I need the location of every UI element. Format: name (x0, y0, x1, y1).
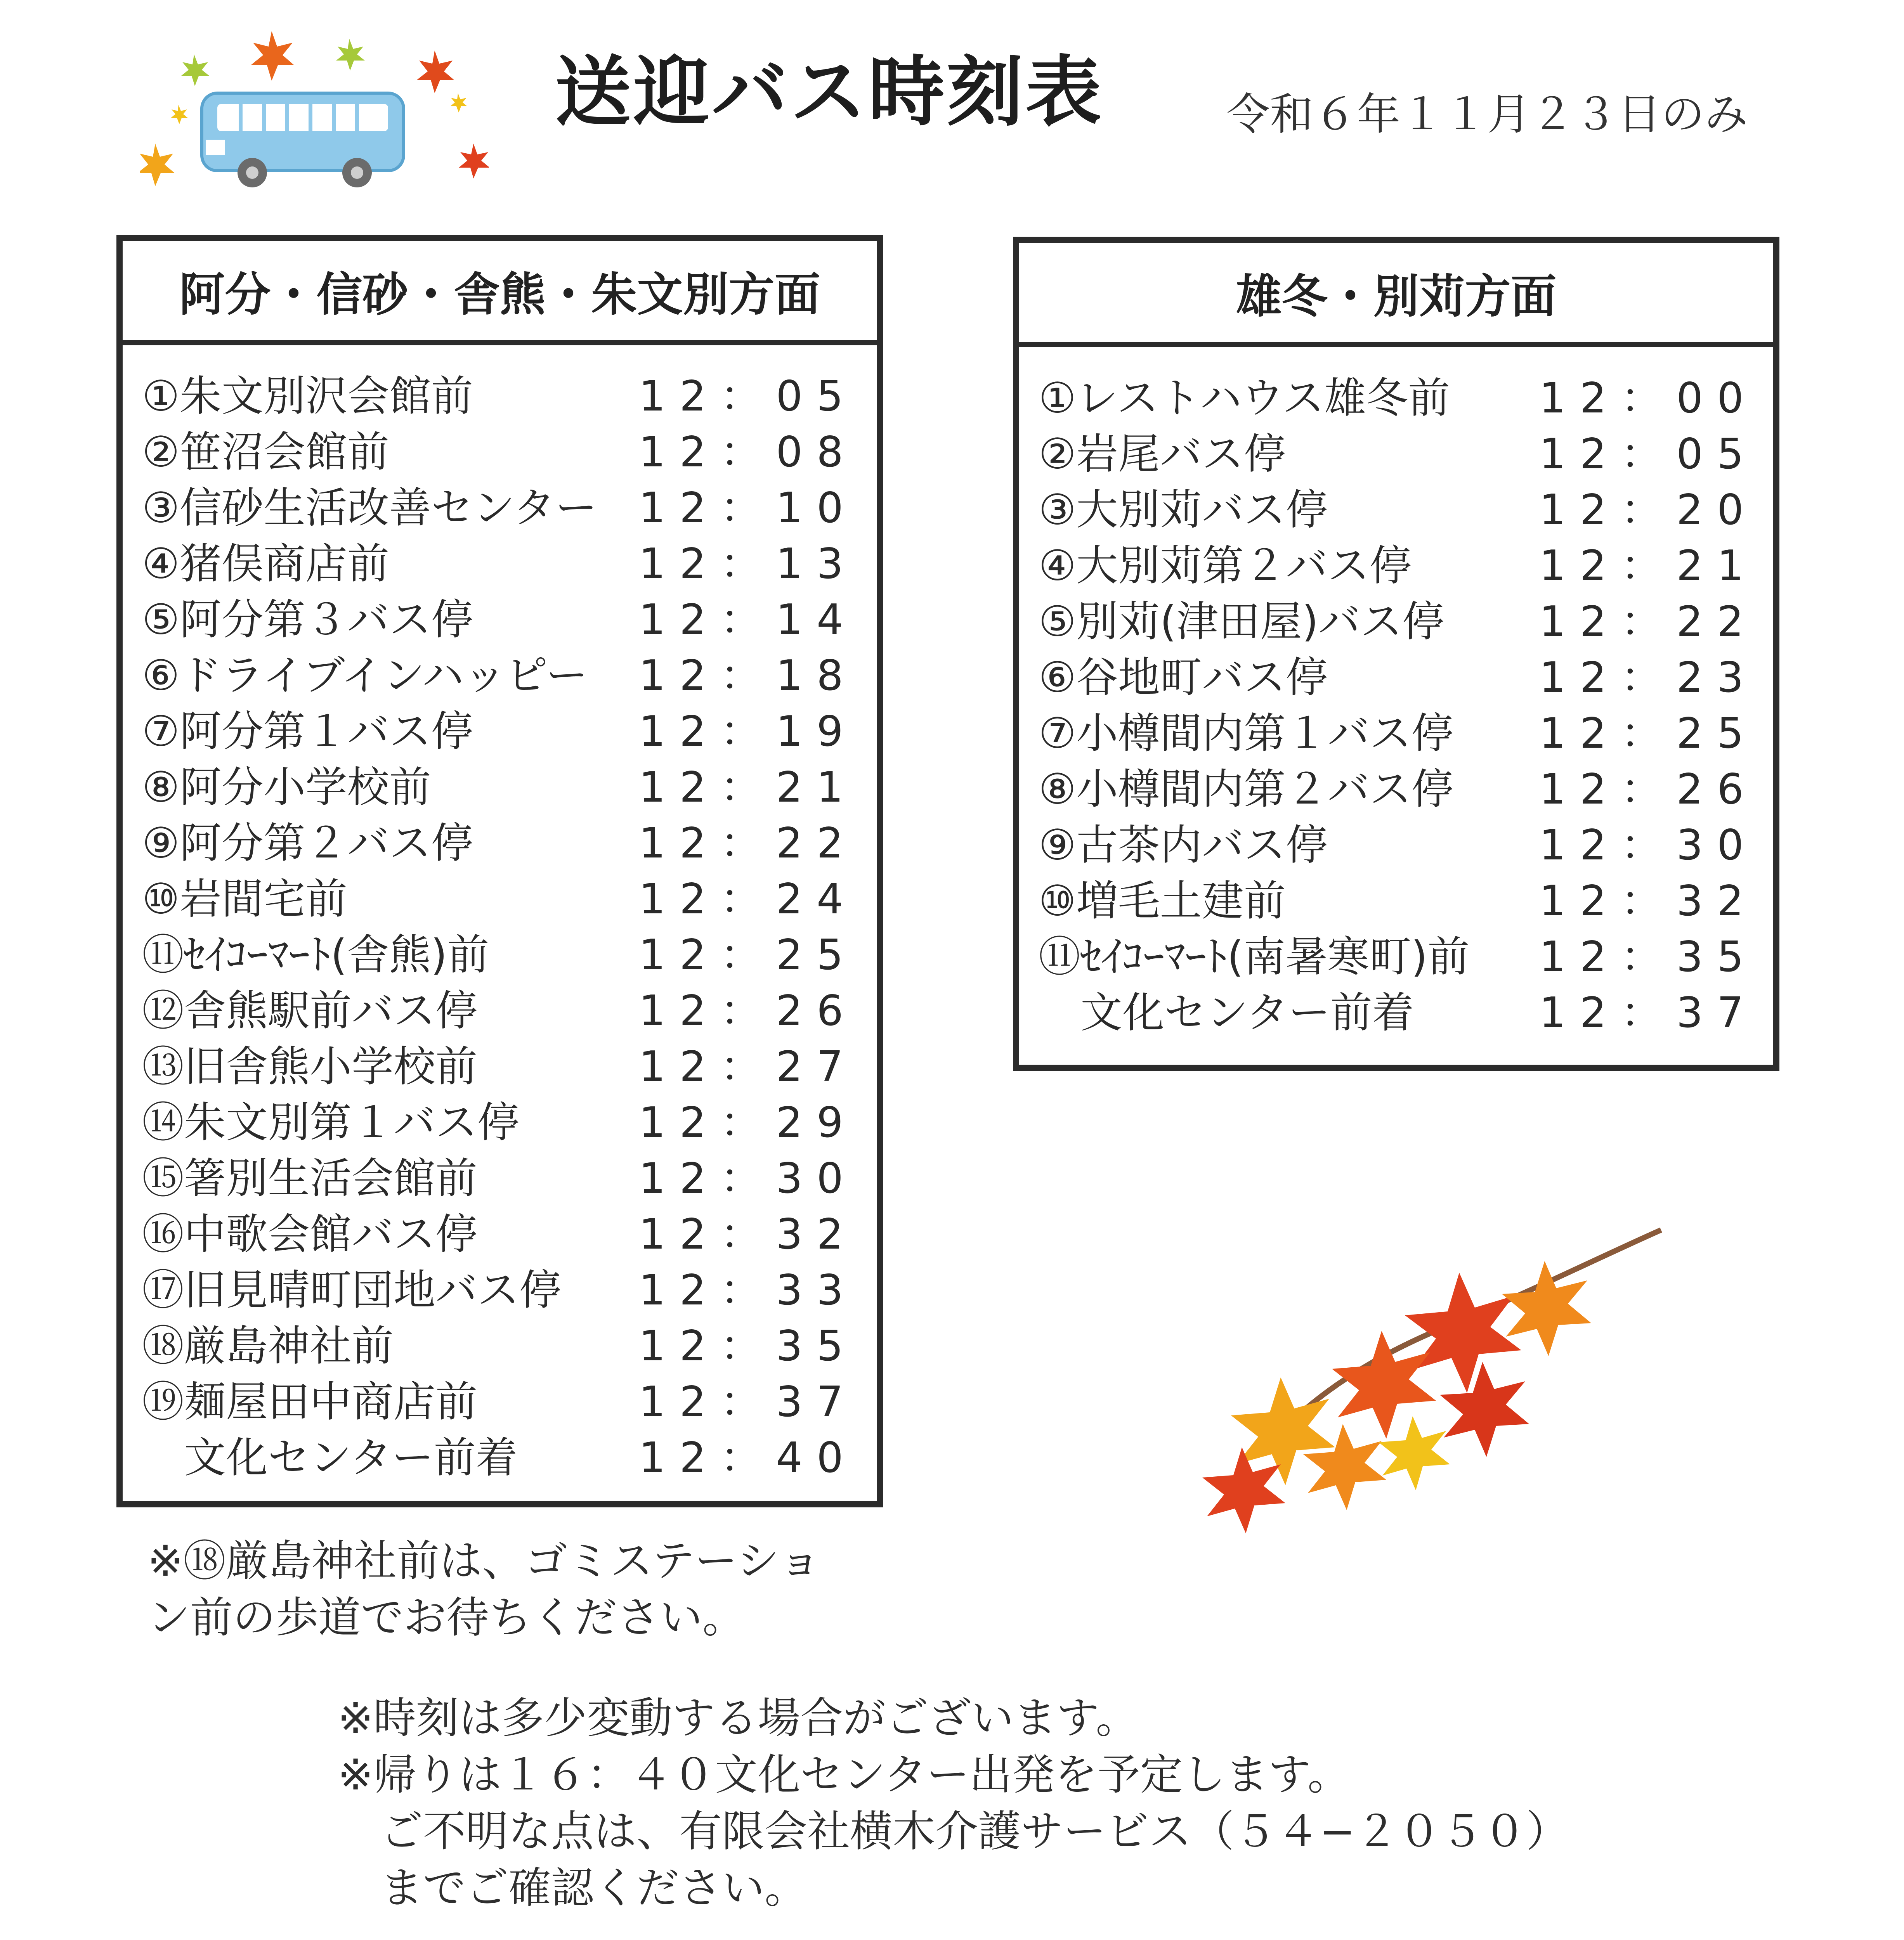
stop-name: ②笹沼会館前 (142, 428, 389, 476)
stop-name: ⑪ｾｲｺｰﾏｰﾄ(南暑寒町)前 (1039, 933, 1470, 981)
stop-row (1019, 694, 1773, 758)
stop-row (123, 1195, 877, 1259)
stop-row (123, 357, 877, 421)
stop-time: 12：14 (639, 596, 857, 644)
stop-list (123, 345, 877, 1482)
page-title: 送迎バス時刻表 (555, 48, 1104, 137)
stop-name: ⑫舎熊駅前バス停 (142, 987, 478, 1035)
stop-row (123, 636, 877, 700)
stop-name: ⑦小樽間内第１バス停 (1039, 709, 1453, 758)
route-table-afun (116, 235, 883, 1507)
stop-row (123, 1363, 877, 1426)
note-line: ※⑱厳島神社前は、ゴミステーショ (147, 1536, 821, 1586)
stop-time: 12：30 (639, 1154, 857, 1203)
stop-row (1019, 750, 1773, 814)
stop-row (1019, 862, 1773, 925)
stop-name: ⑧阿分小学校前 (142, 763, 431, 812)
stop-time: 12：33 (639, 1266, 857, 1315)
stop-row (123, 748, 877, 812)
stop-row (123, 1083, 877, 1147)
note-line: ※帰りは１６：４０文化センター出発を予定します。 (338, 1750, 1350, 1800)
stop-time: 12：35 (639, 1322, 857, 1370)
stop-name: ⑯中歌会館バス停 (142, 1210, 478, 1259)
stop-time: 12：18 (639, 651, 857, 700)
stop-row (123, 525, 877, 588)
stop-name: ④大別苅第２バス停 (1039, 542, 1412, 590)
stop-row (123, 804, 877, 868)
stop18-note (147, 1533, 821, 1646)
stop-row (1019, 973, 1773, 1037)
maple-leaf-icon (1202, 1261, 1591, 1533)
stop-row (123, 972, 877, 1035)
stop-row (1019, 806, 1773, 870)
stop-name: ⑮箸別生活会館前 (142, 1154, 478, 1203)
stop-row (123, 860, 877, 923)
stop-time: 12：25 (639, 931, 857, 979)
stop-time: 12：08 (639, 428, 857, 476)
stop-name: ⑩岩間宅前 (142, 875, 347, 923)
general-notes (338, 1690, 1569, 1916)
stop-time: 12：22 (639, 819, 857, 868)
stop-name: ⑬旧舎熊小学校前 (142, 1043, 478, 1091)
route-title: 阿分・信砂・舎熊・朱文別方面 (123, 241, 877, 345)
stop-row (123, 692, 877, 756)
stop-time: 12：21 (639, 763, 857, 812)
stop-name: ②岩尾バス停 (1039, 430, 1286, 478)
stop-row (123, 916, 877, 979)
stop-time: 12：37 (639, 1378, 857, 1426)
stop-row (1019, 471, 1773, 534)
stop-time: 12：26 (1539, 765, 1758, 814)
stop-time: 12：24 (639, 875, 857, 923)
stop-row (123, 1251, 877, 1315)
maple-leaf-icon (251, 31, 294, 81)
stop-time: 12：10 (639, 484, 857, 532)
stop-row (123, 1027, 877, 1091)
route-title: 雄冬・別苅方面 (1019, 243, 1773, 347)
stop-name: ⑥谷地町バス停 (1039, 653, 1328, 702)
stop-name: ⑧小樽間内第２バス停 (1039, 765, 1453, 814)
stop-name: ⑭朱文別第１バス停 (142, 1098, 520, 1147)
stop-name: 文化センター前着 (142, 1434, 518, 1482)
stop-time: 12：22 (1539, 598, 1758, 646)
stop-time: 12：23 (1539, 653, 1758, 702)
stop-time: 12：00 (1539, 374, 1758, 423)
service-date: 令和６年１１月２３日のみ (1226, 89, 1748, 140)
stop-name: ⑥ドライブインハッピー (142, 651, 588, 700)
stop-name: ①朱文別沢会館前 (142, 372, 473, 421)
stop-time: 12：27 (639, 1043, 857, 1091)
note-line: ご不明な点は、有限会社横木介護サービス（５４−２０５０） (338, 1807, 1569, 1856)
stop-row (1019, 359, 1773, 423)
stop-name: 文化センター前着 (1039, 989, 1414, 1037)
stop-time: 12：20 (1539, 486, 1758, 534)
stop-time: 12：29 (639, 1098, 857, 1147)
stop-name: ④猪俣商店前 (142, 540, 389, 588)
stop-time: 12：30 (1539, 821, 1758, 870)
stop-row (1019, 918, 1773, 981)
bus-illustration (140, 16, 489, 194)
stop-name: ⑱厳島神社前 (142, 1322, 394, 1370)
stop-name: ⑨古茶内バス停 (1039, 821, 1328, 870)
stop-row (123, 580, 877, 644)
stop-time: 12：21 (1539, 542, 1758, 590)
stop-name: ⑤阿分第３バス停 (142, 596, 473, 644)
note-line: ※時刻は多少変動する場合がございます。 (338, 1693, 1139, 1743)
stop-row (123, 1139, 877, 1203)
stop-time: 12：37 (1539, 989, 1758, 1037)
stop-name: ③大別苅バス停 (1039, 486, 1328, 534)
stop-time: 12：32 (639, 1210, 857, 1259)
stop-row (1019, 582, 1773, 646)
stop-time: 12：05 (639, 372, 857, 421)
stop-name: ⑰旧見晴町団地バス停 (142, 1266, 562, 1315)
stop-name: ⑤別苅(津田屋)バス停 (1039, 598, 1444, 646)
stop-name: ⑲麺屋田中商店前 (142, 1378, 478, 1426)
stop-time: 12：26 (639, 987, 857, 1035)
stop-row (123, 1419, 877, 1482)
stop-name: ⑩増毛土建前 (1039, 877, 1286, 925)
stop-time: 12：40 (639, 1434, 857, 1482)
stop-time: 12：32 (1539, 877, 1758, 925)
stop-time: 12：13 (639, 540, 857, 588)
stop-name: ①レストハウス雄冬前 (1039, 374, 1450, 423)
stop-time: 12：25 (1539, 709, 1758, 758)
stop-time: 12：19 (639, 707, 857, 756)
stop-row (1019, 527, 1773, 590)
stop-name: ⑪ｾｲｺｰﾏｰﾄ(舎熊)前 (142, 931, 489, 979)
maple-branch-illustration (1164, 1214, 1669, 1544)
stop-row (123, 1307, 877, 1370)
stop-row (123, 413, 877, 476)
stop-row (123, 469, 877, 532)
stop-name: ⑦阿分第１バス停 (142, 707, 473, 756)
route-table-ofuyu (1013, 237, 1779, 1071)
stop-row (1019, 415, 1773, 478)
stop-time: 12：35 (1539, 933, 1758, 981)
stop-name: ⑨阿分第２バス停 (142, 819, 473, 868)
note-line: までご確認ください。 (338, 1863, 807, 1913)
stop-list (1019, 347, 1773, 1037)
stop-name: ③信砂生活改善センター (142, 484, 597, 532)
note-line: ン前の歩道でお待ちください。 (147, 1593, 745, 1642)
stop-row (1019, 638, 1773, 702)
stop-time: 12：05 (1539, 430, 1758, 478)
